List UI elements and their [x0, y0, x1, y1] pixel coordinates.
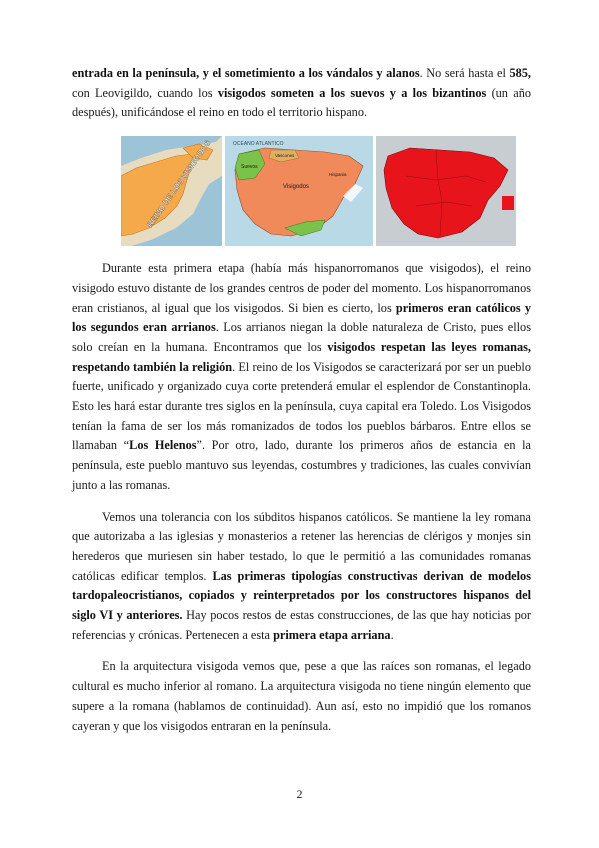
paragraph-4 [72, 657, 531, 736]
paragraph-1 [72, 64, 531, 123]
text-span: . Los arrianos niegan la doble naturaleza de Cristo, pues ellos solo creían en la humana. Encontramos que los [72, 320, 531, 354]
text-span: con Leovigildo, cuando los [72, 85, 218, 100]
map2-visigodos-label: Visigodos [283, 184, 309, 191]
text-span: Durante esta primera etapa (había más hispanorromanos que visigodos), el reino visigodo estuvo distante de los grandes centros de poder del momento. Los hispanorromanos eran cristianos, al igual que los visigodos. Si bien es cierto, los [72, 261, 531, 315]
map-hispania-kingdoms [225, 136, 373, 246]
page-number: 2 [296, 787, 303, 801]
text-span: En la arquitectura visigoda vemos que, pese a que las raíces son romanas, el legado cultural es mucho inferior al romano. La arquitectura visigoda no tiene ningún elemento que supere a la romana (hablamos de continuidad). Aun así, esto no impidió que los romanos cayeran y que los visigodos entraran en la península. [72, 659, 531, 733]
map1-label: REINO DE LOS VISIGODOS [145, 138, 213, 230]
paragraph-3 [72, 508, 531, 646]
map2-ocean-label: OCEANO ATLANTICO [233, 141, 284, 148]
bold-text: visigodos someten a los suevos y a los bizantinos [217, 85, 487, 100]
text-span: (un año después), unificándose el reino en todo el territorio hispano. [72, 85, 532, 120]
text-span: ”. Por otro, lado, durante los primeros años de estancia en la península, este pueblo mantuvo sus leyendas, costumbres y tradiciones, las cuales convivían junto a las romanas. [72, 438, 531, 492]
map2-hispania-label: Hispania [329, 172, 347, 178]
map-reino-visigodos [121, 136, 222, 246]
bold-text: entrada en la península, y el sometimiento a los vándalos y alanos [72, 66, 420, 80]
document-body [72, 64, 531, 736]
text-span: . No será hasta el [419, 66, 510, 80]
bold-text: primera etapa arriana [273, 627, 391, 642]
map-reino-unificado [376, 136, 516, 246]
maps-figure [121, 136, 531, 246]
text-span: Hay pocos restos de estas construcciones, de las que hay noticias por referencias y crónicas. Pertenecen a esta [72, 608, 531, 642]
text-span: Vemos una tolerancia con los súbditos hispanos católicos. Se mantiene la ley romana que autorizaba a las iglesias y monasterios a retener las herencias de clérigos y monjes sin herederos que muriesen sin haber testado, lo que le permitió a las comunidades romanas católicas edificar templos. [72, 509, 531, 583]
bold-text: 585, [509, 66, 531, 80]
map2-suevos-label: Suevos [241, 164, 258, 171]
paragraph-2 [72, 259, 531, 495]
map2-vascones-label: Vascones [275, 153, 295, 159]
bold-text: Los Helenos [129, 438, 197, 453]
text-span: . El reino de los Visigodos se caracterizará por ser un pueblo fuerte, unificado y organizado cuya corte pretenderá emular el esplendor de Constantinopla. Esto les hará estar durante tres siglos en la península, cuya capital era Toledo. Los Visigodos tenían la fama de ser los más romanizados de todos los pueblos bárbaros. Entre ellos se llamaban “ [72, 359, 531, 453]
bold-text: primeros eran católicos y los segundos eran arrianos [72, 300, 531, 335]
bold-text: visigodos respetan las leyes romanas, respetando también la religión [72, 339, 531, 374]
text-span: . [390, 627, 394, 642]
bold-text: Las primeras tipologías constructivas derivan de modelos tardopaleocristianos, copiados y reinterpretados por los constructores hispanos del siglo VI y anteriores. [72, 568, 531, 623]
